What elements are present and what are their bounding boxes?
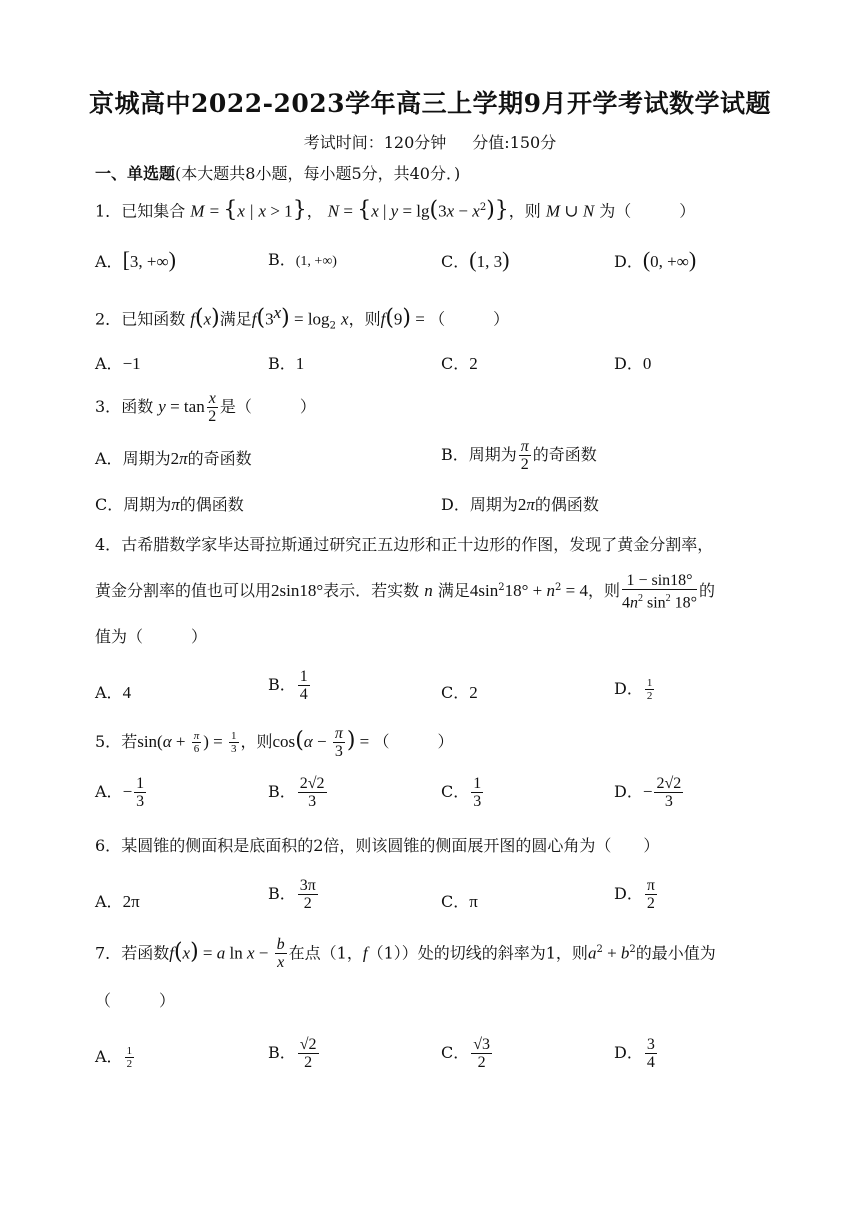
- question-7: 7．若函数f(x) = a ln x − $\frac{b}{x}$ 在点（1，f（1））处的切线的斜率为1，则$a^2 + b^2$的最小值为: [95, 936, 716, 972]
- q6-option-b[interactable]: B． $\frac{3\pi}{2}$: [268, 877, 316, 912]
- q4-option-d[interactable]: D． $\frac{1}{2}$: [614, 677, 653, 702]
- question-4-line-3: 值为（ ）: [95, 627, 208, 646]
- q6-option-c[interactable]: C．π: [441, 892, 478, 911]
- q5-option-a[interactable]: A．− $\frac{1}{3}$: [95, 775, 145, 810]
- q1-option-b[interactable]: B．(1, +∞): [268, 250, 337, 269]
- section-header: [95, 161, 460, 184]
- q5-option-b[interactable]: B． $\frac{2√2}{3}$: [268, 775, 325, 810]
- q3-option-c[interactable]: C．周期为π的偶函数: [95, 495, 244, 514]
- section-label: 一、单选题: [95, 164, 176, 183]
- question-4-line-2: 黄金分割率的值也可以用2sin18°表示．若实数 n 满足$4\sin^218^\circ + n^2 = 4$，则 $\frac{1 - \sin 18^\circ}{4n^2 \sin^2 18^\circ}$ 的: [95, 572, 716, 612]
- question-3: 3．函数 y = tan $\frac{x}{2}$ 是（ ）: [95, 390, 316, 425]
- q7-option-d[interactable]: D． $\frac{3}{4}$: [614, 1036, 655, 1071]
- q3-option-d[interactable]: D．周期为2π的偶函数: [441, 495, 599, 514]
- q2-option-c[interactable]: C．2: [441, 354, 478, 373]
- question-6: 6．某圆锥的侧面积是底面积的2倍，则该圆锥的侧面展开图的圆心角为（ ）: [95, 836, 660, 855]
- question-2: 2．已知函数 f(x)满足$f(3^x) = \log_2 x$，则f(9) = （ ）: [95, 303, 510, 332]
- q7-option-b[interactable]: B． $\frac{√2}{2}$: [268, 1036, 317, 1071]
- section-note: (本大题共8小题，每小题5分，共40分．): [175, 164, 461, 183]
- q1-option-a[interactable]: A．[3, +∞): [95, 247, 176, 272]
- q2-option-d[interactable]: D．0: [614, 354, 652, 373]
- q4-option-c[interactable]: C．2: [441, 683, 478, 702]
- question-7-line-2: （ ）: [95, 991, 176, 1010]
- q6-option-d[interactable]: D． $\frac{\pi}{2}$: [614, 877, 655, 912]
- exam-score: 分值:150分: [472, 133, 557, 152]
- q2-option-b[interactable]: B．1: [268, 354, 305, 373]
- page-title: 京城高中2022-2023学年高三上学期9月开学考试数学试题: [89, 89, 771, 118]
- q7-option-c[interactable]: C． $\frac{√3}{2}$: [441, 1036, 491, 1071]
- q1-option-d[interactable]: D．(0, +∞): [614, 247, 697, 272]
- q5-option-d[interactable]: D．− $\frac{2√2}{3}$: [614, 775, 682, 810]
- q5-option-c[interactable]: C． $\frac{1}{3}$: [441, 775, 482, 810]
- q7-option-a[interactable]: A． $\frac{1}{2}$: [95, 1045, 133, 1070]
- q3-option-b[interactable]: B．周期为 $\frac{\pi}{2}$ 的奇函数: [441, 438, 597, 473]
- q4-option-a[interactable]: A．4: [95, 683, 132, 702]
- q6-option-a[interactable]: A．2π: [95, 892, 140, 911]
- exam-time: 考试时间：120分钟: [303, 133, 447, 152]
- q3-option-a[interactable]: A．周期为2π的奇函数: [95, 449, 252, 468]
- exam-info: [0, 130, 860, 153]
- question-1: 1．已知集合 M = {x | x > 1}， N = {x | $y = \lg(3x - x^2)$}，则 M ∪ N 为（ ）: [95, 197, 696, 223]
- question-4-line-1: 4．古希腊数学家毕达哥拉斯通过研究正五边形和正十边形的作图，发现了黄金分割率，: [95, 535, 714, 554]
- q4-option-b[interactable]: B． $\frac{1}{4}$: [268, 668, 308, 703]
- q1-option-c[interactable]: C．(1, 3): [441, 247, 510, 272]
- question-5: 5．若sin(α + $\frac{\pi}{6}$ ) = $\frac{1}{3}$ ，则cos(α − $\frac{\pi}{3}$ ) = （ ）: [95, 725, 454, 760]
- q2-option-a[interactable]: A．−1: [95, 354, 141, 373]
